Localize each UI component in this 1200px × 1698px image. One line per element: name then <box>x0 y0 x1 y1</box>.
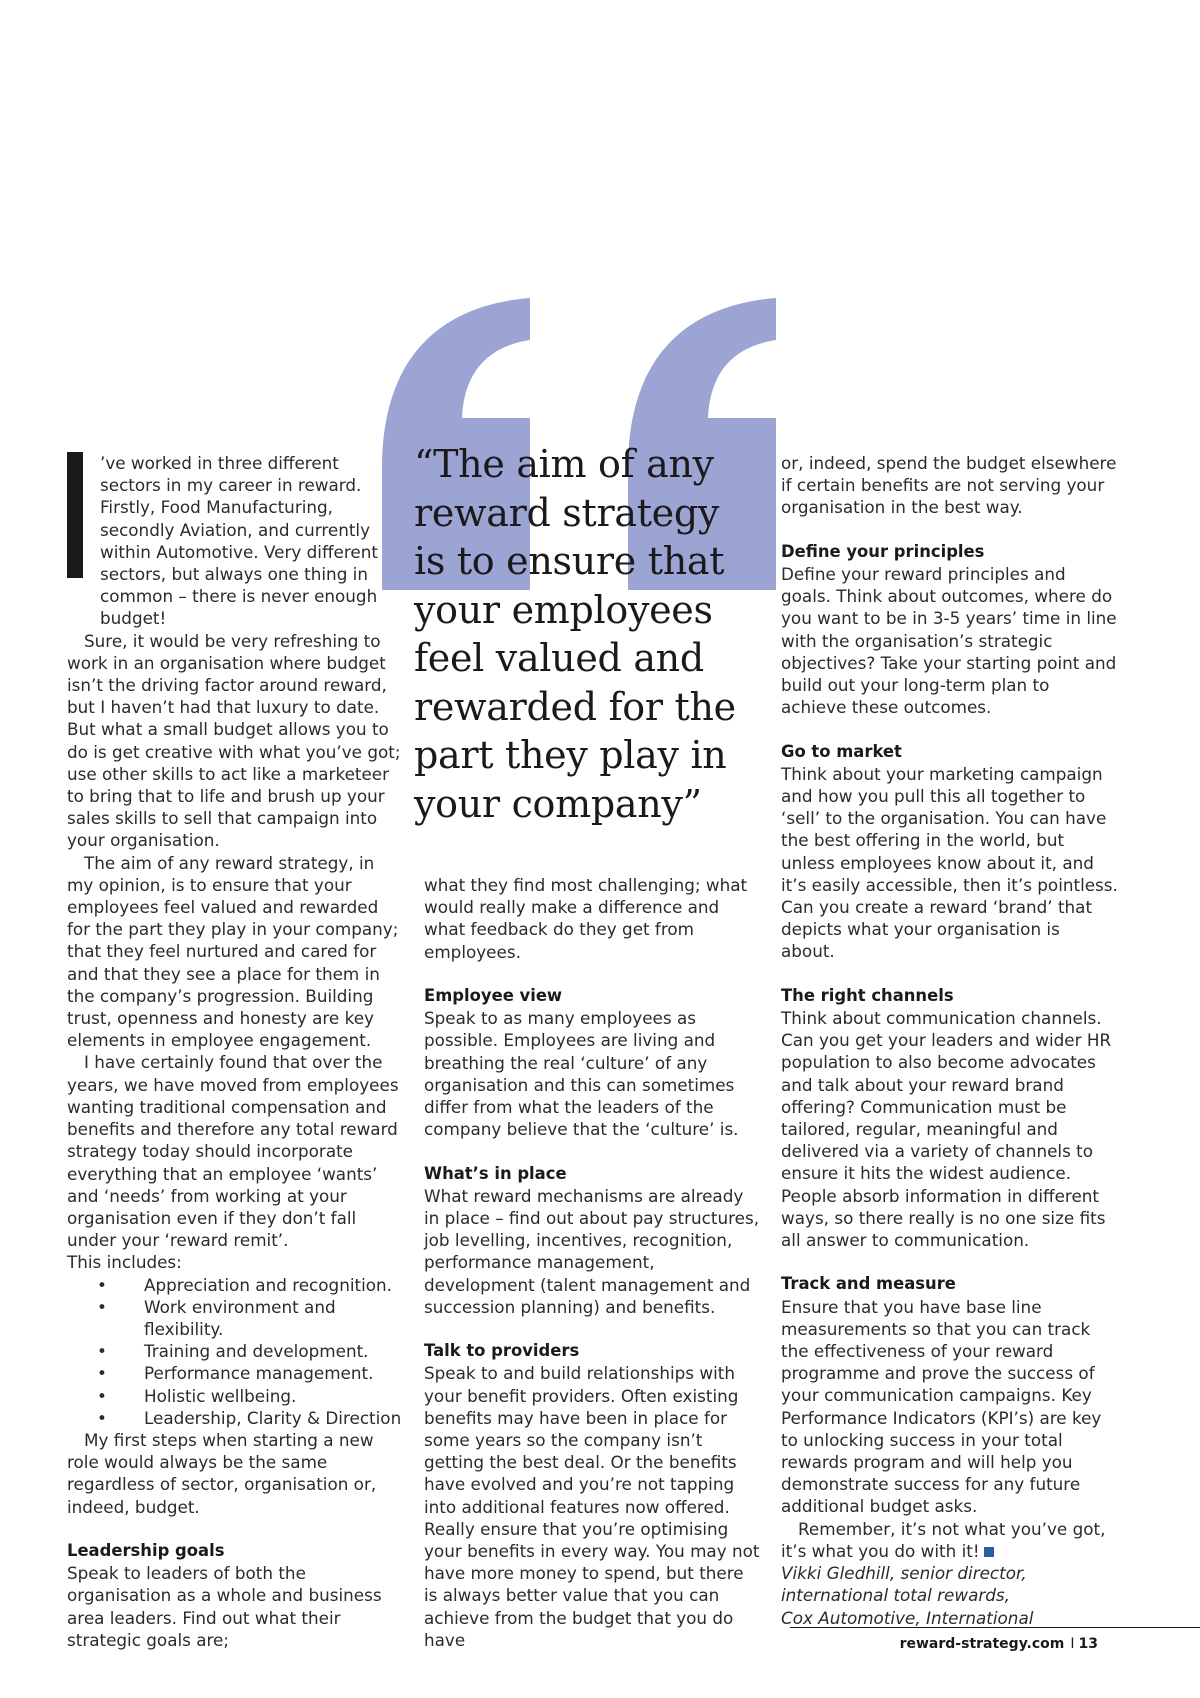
body-paragraph: What reward mechanisms are already in place – find out about pay structures, job levelling, incentives, recognition, performance management, development (talent management and succession planning) and benefits. <box>424 1185 760 1317</box>
body-paragraph: or, indeed, spend the budget elsewhere if certain benefits are not serving your organisation in the best way. <box>781 453 1117 518</box>
intro-text: ’ve worked in three different sectors in my career in reward. Firstly, Food Manufacturing, secondly Aviation, and currently within Automotive. Very different sectors, but always one thing in common – there is never enough budget! <box>100 453 378 629</box>
body-paragraph: I have certainly found that over the years, we have moved from employees wanting traditional compensation and benefits and therefore any total reward strategy today should incorporate everything that an employee ‘wants’ and ‘needs’ from working at your organisation even if they don’t fall under your ‘reward remit’. <box>67 1052 399 1251</box>
body-paragraph: My first steps when starting a new role would always be the same regardless of sector, organisation or, indeed, budget. <box>67 1429 377 1517</box>
body-paragraph: what they find most challenging; what would really make a difference and what feedback do they get from employees. <box>424 875 748 962</box>
body-paragraph: Speak to leaders of both the organisation as a whole and business area leaders. Find out what their strategic goals are; <box>67 1563 382 1650</box>
end-mark-icon <box>984 1547 994 1557</box>
body-paragraph: Ensure that you have base line measurements so that you can track the effectiveness of your reward programme and prove the success of your communication campaigns. Key Performance Indicators (KPI’s) are key to unlocking success in your total rewards program and will help you demonstrate success for any future additional budget asks. <box>781 1296 1102 1517</box>
list-item: • Training and development. <box>97 1341 369 1362</box>
author-company: Cox Automotive, International <box>781 1607 1034 1628</box>
page-footer <box>900 1636 1098 1652</box>
list-item: • Leadership, Clarity & Direction <box>97 1407 402 1428</box>
footer-site: reward-strategy.com <box>899 1636 1065 1652</box>
section-heading: Employee view <box>424 986 563 1005</box>
body-paragraph: Speak to and build relationships with your benefit providers. Often existing benefits may have been in place for some years so the company isn’t getting the best deal. Or the benefits have evolved and you’re not tapping into additional features now offered. Really ensure that you’re optimising your benefits in every way. You may not have more money to spend, but there is always better value that you can achieve from the budget that you do have <box>424 1363 760 1650</box>
section-heading: Go to market <box>781 741 902 761</box>
footer-separator: I <box>1070 1636 1075 1652</box>
closing-text: Remember, it’s not what you’ve got, it’s what you do with it! <box>781 1518 1106 1561</box>
body-paragraph: Sure, it would be very refreshing to work in an organisation where budget isn’t the driving factor around reward, but I haven’t had that luxury to date. But what a small budget allows you to do is get creative with what you’ve got; use other skills to act like a marketeer to bring that to life and brush up your sales skills to sell that campaign into your organisation. <box>67 630 401 851</box>
body-paragraph: Think about your marketing campaign and how you pull this all together to ‘sell’ to the organisation. You can have the best offering in the world, but unless employees know about it, and it’s easily accessible, then it’s pointless. Can you create a reward ‘brand’ that depicts what your organisation is about. <box>781 763 1118 962</box>
section-heading: Talk to providers <box>424 1341 580 1361</box>
section-heading: Define your principles <box>781 541 985 561</box>
author-name: Vikki Gledhill, senior director, <box>781 1563 1027 1584</box>
list-item: • Performance management. <box>97 1363 374 1384</box>
body-paragraph: Speak to as many employees as possible. Employees are living and breathing the real ‘culture’ of any organisation and this can sometimes differ from what the leaders of the company believe that the ‘culture’ is. <box>424 1008 739 1140</box>
body-paragraph: Think about communication channels. Can you get your leaders and wider HR population to also become advocates and talk about your reward brand offering? Communication must be tailored, regular, meaningful and delivered via a variety of channels to ensure it hits the widest audience. People absorb information in different ways, so there really is no one size fits all answer to communication. <box>781 1008 1112 1251</box>
body-paragraph: Define your reward principles and goals. Think about outcomes, where do you want to be in 3-5 years’ time in line with the organisation’s strategic objectives? Take your starting point and build out your long-term plan to achieve these outcomes. <box>781 564 1117 718</box>
article-column-2 <box>424 874 761 1651</box>
list-item: • Appreciation and recognition. <box>97 1274 392 1295</box>
body-paragraph: The aim of any reward strategy, in my opinion, is to ensure that your employees feel valued and rewarded for the part they play in your company; that they feel nurtured and cared for and that they see a place for them in the company’s progression. Building trust, openness and honesty are key elements in employee engagement. <box>67 852 399 1051</box>
article-column-3 <box>781 452 1118 1629</box>
footer-rule <box>790 1627 1200 1628</box>
list-item: • Holistic wellbeing. <box>97 1385 297 1406</box>
page-number: 13 <box>1078 1636 1098 1652</box>
section-heading: The right channels <box>781 985 954 1005</box>
section-heading: Track and measure <box>781 1274 956 1294</box>
includes-label: This includes: <box>67 1252 182 1273</box>
pull-quote: “The aim of any reward strategy is to ensure that your employees feel valued and rewarded for the part they play in your company” <box>414 442 736 826</box>
list-item: • Work environment and flexibility. <box>97 1296 336 1339</box>
intro-paragraph <box>67 452 404 630</box>
closing-paragraph <box>781 1518 1118 1562</box>
includes-list <box>67 1274 404 1429</box>
section-heading: Leadership goals <box>67 1540 225 1560</box>
article-column-1 <box>67 452 404 1651</box>
author-role: international total rewards, <box>781 1585 1011 1606</box>
section-heading: What’s in place <box>424 1163 567 1183</box>
